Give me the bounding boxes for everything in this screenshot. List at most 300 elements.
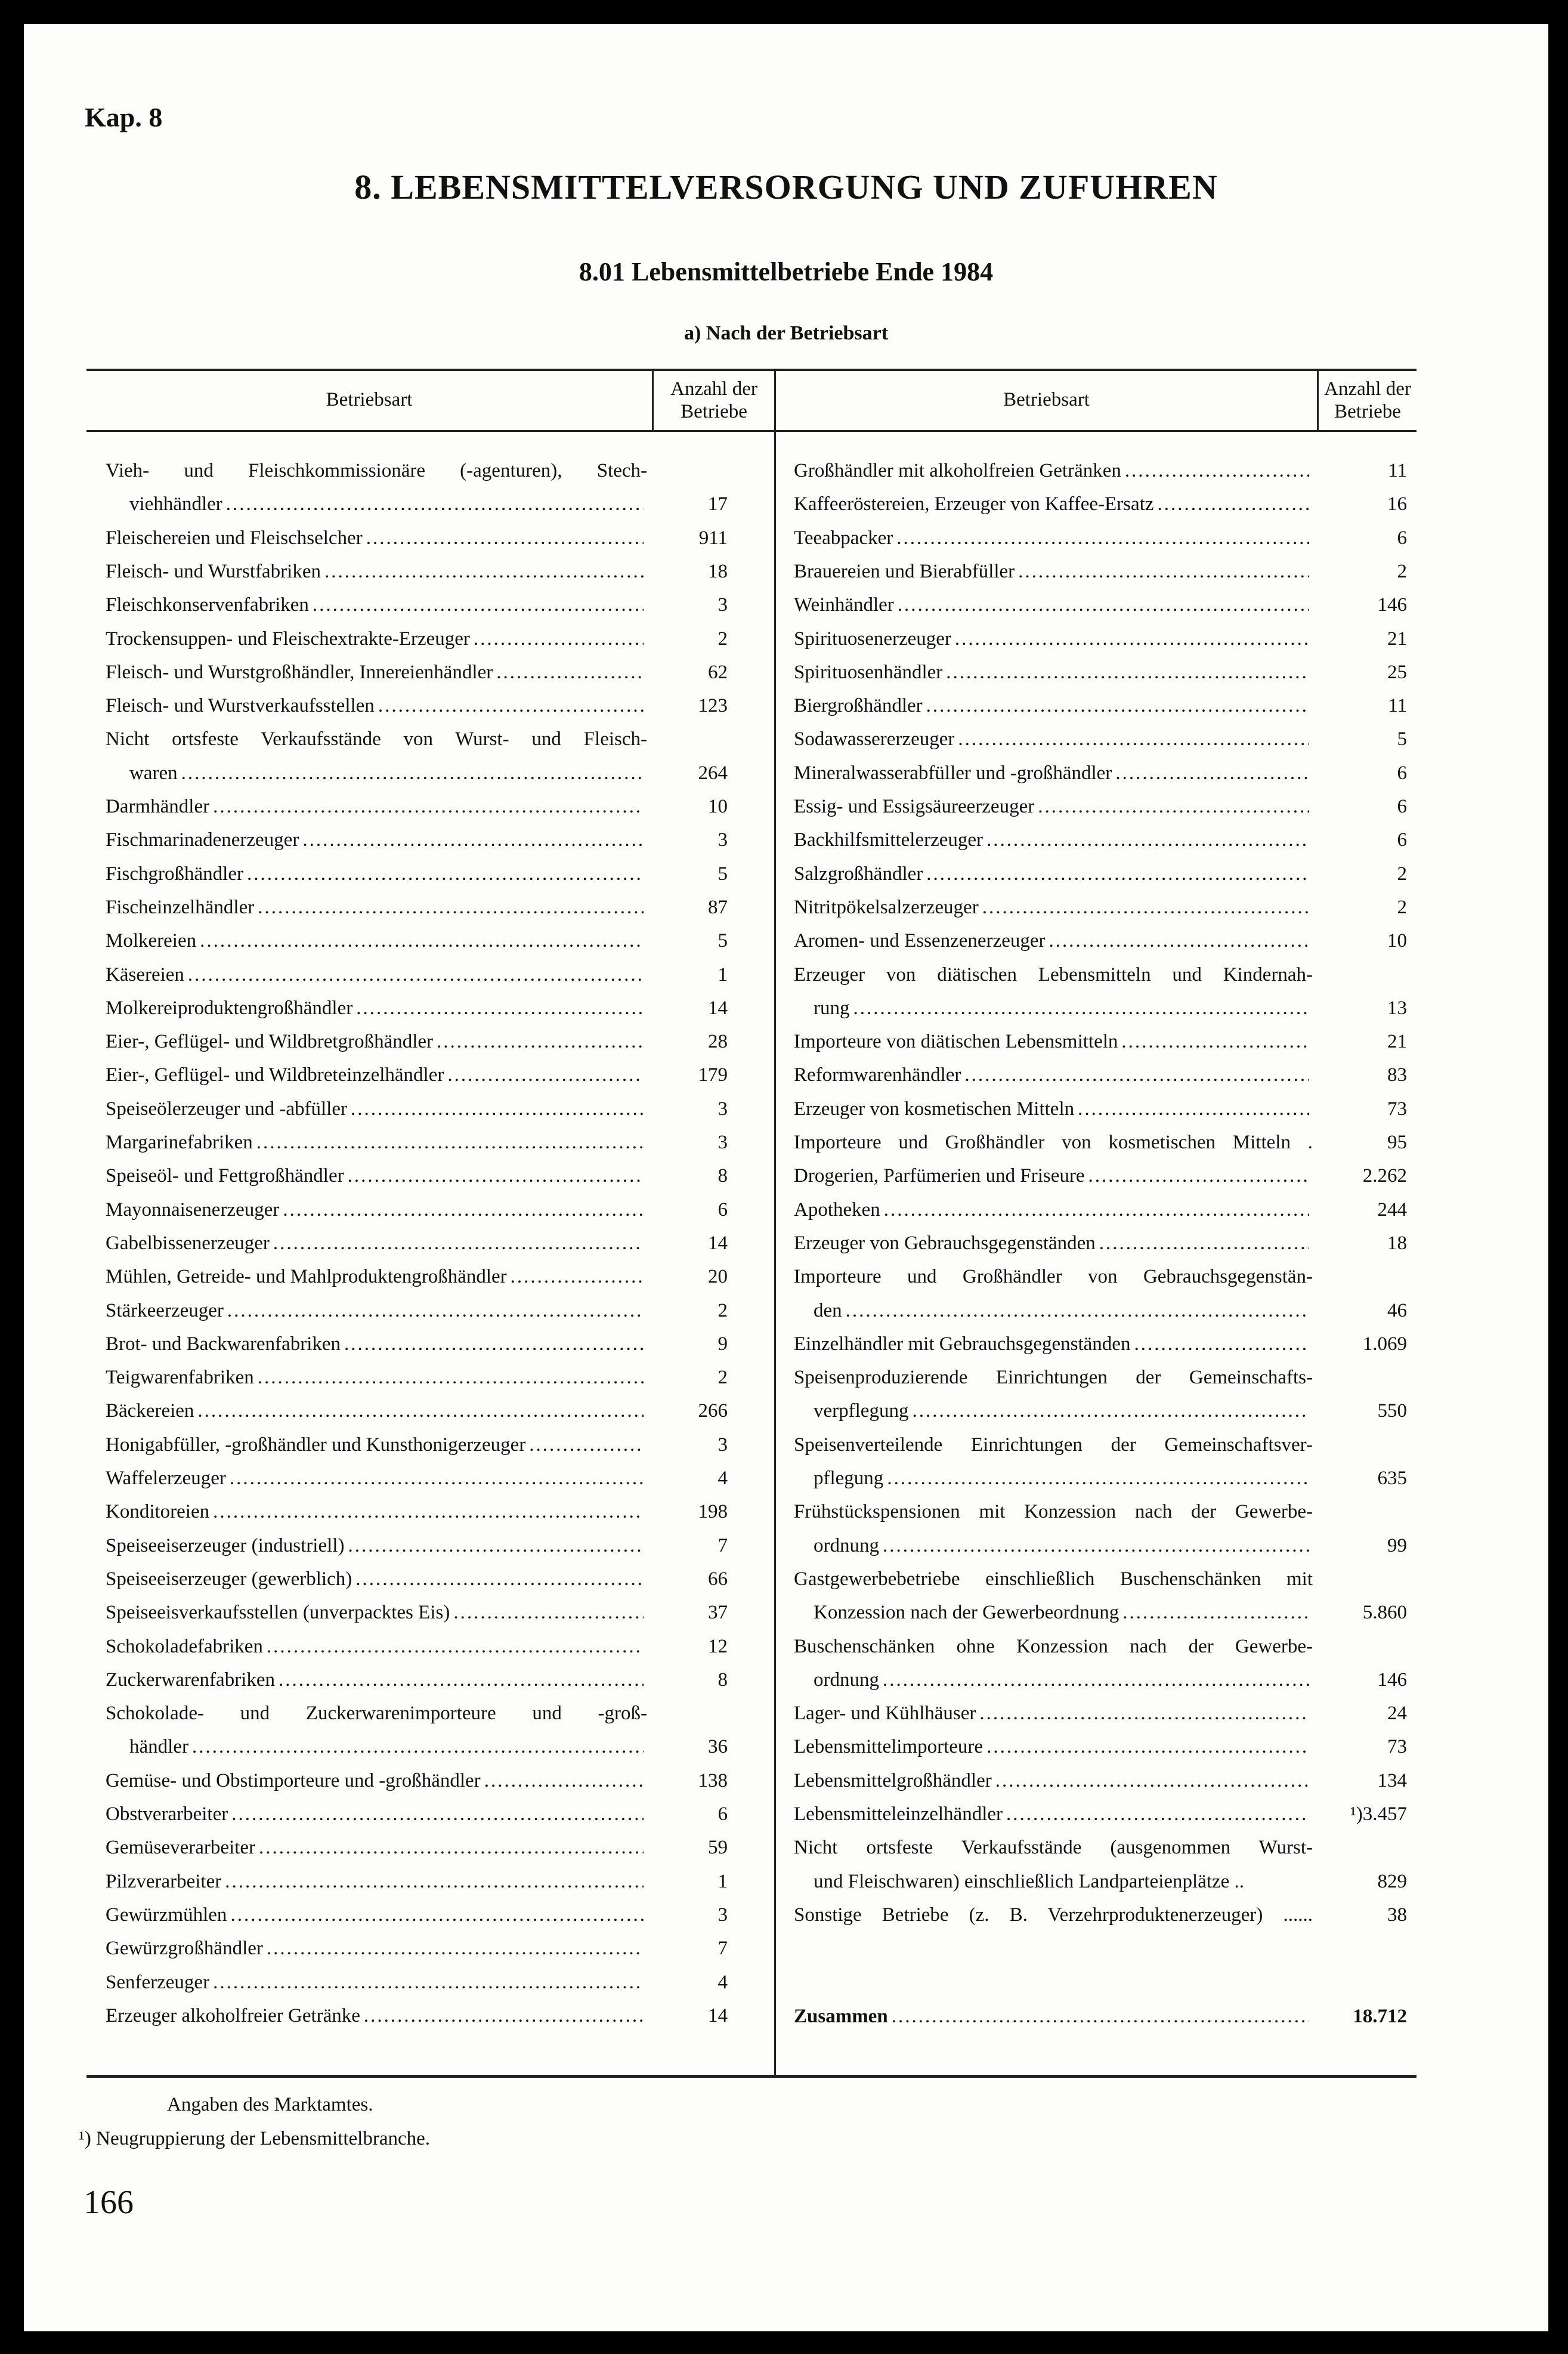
row-value: 13 <box>1387 997 1407 1019</box>
leader-dots <box>200 926 644 955</box>
leader-dots <box>258 893 644 922</box>
row-label: Mühlen, Getreide- und Mahlproduktengroßhändler <box>106 1266 507 1288</box>
leader-dots <box>256 1128 644 1157</box>
table-row <box>106 1027 647 1056</box>
row-label: Vieh- und Fleischkommissionäre (-agenturen), Stech- <box>106 460 647 481</box>
table-row <box>106 1363 647 1392</box>
row-value: 87 <box>708 896 728 918</box>
row-label: Fleischereien und Fleischselcher <box>106 527 363 549</box>
row-value: 14 <box>708 1232 728 1254</box>
leader-dots <box>1115 759 1309 787</box>
table-row <box>794 1431 1313 1459</box>
table-row <box>106 1968 647 1997</box>
leader-dots <box>231 1800 644 1828</box>
row-label-continuation: rung <box>814 997 850 1019</box>
leader-dots <box>892 2002 1309 2031</box>
row-label: Senferzeuger <box>106 1971 210 1993</box>
table-row <box>106 1666 647 1694</box>
row-value: 66 <box>708 1568 728 1590</box>
row-label: Fleisch- und Wurstgroßhändler, Innereienhändler <box>106 661 493 683</box>
table-row <box>794 1161 1313 1190</box>
leader-dots <box>279 1666 644 1694</box>
header-anzahl-line2: Betriebe <box>1334 401 1401 422</box>
row-value: 46 <box>1387 1299 1407 1321</box>
table-row-continuation <box>129 490 647 518</box>
leader-dots <box>986 1732 1309 1761</box>
row-label: Lebensmittelgroßhändler <box>794 1769 992 1791</box>
table-row <box>106 658 647 687</box>
header-anzahl-line2: Betriebe <box>681 401 747 422</box>
row-label: Nitritpökelsalzerzeuger <box>794 896 979 918</box>
row-value: 18 <box>1387 1232 1407 1254</box>
leader-dots <box>1134 1330 1309 1358</box>
row-label: Sonstige Betriebe (z. B. Verzehrproduktenerzeuger) ...... <box>794 1904 1313 1926</box>
table-row-continuation <box>814 1397 1313 1425</box>
row-label: Stärkeerzeuger <box>106 1299 224 1321</box>
table-row <box>794 1632 1313 1661</box>
row-value: 24 <box>1387 1703 1407 1725</box>
row-value: 7 <box>717 1534 728 1556</box>
row-label: Lebensmitteleinzelhändler <box>794 1803 1003 1825</box>
row-value: 6 <box>1397 527 1407 549</box>
row-label: Erzeuger von diätischen Lebensmitteln und Kindernah- <box>794 963 1313 986</box>
row-label: Margarinefabriken <box>106 1132 253 1153</box>
leader-dots <box>887 1464 1309 1493</box>
row-value: 83 <box>1387 1064 1407 1086</box>
table-row <box>794 960 1313 989</box>
row-value: 264 <box>698 762 728 784</box>
leader-dots <box>225 1867 644 1896</box>
table-row <box>106 2001 647 2030</box>
table-row <box>106 792 647 821</box>
leader-dots <box>348 1531 644 1560</box>
table-row <box>106 691 647 720</box>
row-value: 2.262 <box>1362 1165 1407 1187</box>
table-row-continuation <box>814 1464 1313 1493</box>
table-row <box>794 1800 1313 1828</box>
row-value: 5 <box>717 863 728 885</box>
row-value: 17 <box>708 493 728 515</box>
row-value: 38 <box>1387 1904 1407 1926</box>
table-row <box>106 1061 647 1089</box>
table-row <box>794 792 1313 821</box>
row-value: 12 <box>708 1635 728 1657</box>
row-value: 73 <box>1387 1098 1407 1120</box>
leader-dots <box>247 860 644 888</box>
row-value: 99 <box>1387 1534 1407 1556</box>
row-value: 1.069 <box>1362 1333 1407 1355</box>
leader-dots <box>1122 1598 1309 1627</box>
leader-dots <box>982 893 1309 922</box>
leader-dots <box>348 1161 644 1190</box>
table-row <box>106 1800 647 1828</box>
row-value: 3 <box>717 829 728 851</box>
table-row-continuation <box>129 759 647 787</box>
leader-dots <box>355 1565 644 1593</box>
row-label: Erzeuger von kosmetischen Mitteln <box>794 1098 1075 1120</box>
row-label: Speiseeiserzeuger (gewerblich) <box>106 1568 352 1590</box>
row-label: Molkereien <box>106 930 197 952</box>
row-label: Nicht ortsfeste Verkaufsstände von Wurst- und Fleisch- <box>106 728 647 750</box>
row-label: Biergroßhändler <box>794 695 923 717</box>
row-value: 3 <box>717 1904 728 1926</box>
row-label: Brauereien und Bierabfüller <box>794 560 1015 582</box>
row-value: 3 <box>717 1434 728 1456</box>
table-row <box>106 893 647 922</box>
row-label: Gabelbissenerzeuger <box>106 1232 270 1254</box>
leader-dots <box>302 826 644 854</box>
table-row <box>794 725 1313 753</box>
row-label: Fischmarinadenerzeuger <box>106 829 299 851</box>
row-label: Fleischkonservenfabriken <box>106 594 309 616</box>
row-label-continuation: und Fleischwaren) einschließlich Landparteienplätze .. <box>814 1870 1245 1892</box>
leader-dots <box>986 826 1309 854</box>
row-value: 6 <box>717 1803 728 1825</box>
table-row <box>794 658 1313 687</box>
row-label: Speiseölerzeuger und -abfüller <box>106 1098 347 1120</box>
leader-dots <box>188 960 644 989</box>
table-row <box>106 1330 647 1358</box>
row-value: 25 <box>1387 661 1407 683</box>
row-label: Aromen- und Essenzenerzeuger <box>794 930 1046 952</box>
row-label: Importeure und Großhändler von kosmetischen Mitteln . <box>794 1132 1313 1153</box>
leader-dots <box>1078 1095 1309 1123</box>
leader-dots <box>273 1229 644 1258</box>
table-row-continuation <box>814 994 1313 1022</box>
table-row <box>106 1699 647 1728</box>
leader-dots <box>258 1363 644 1392</box>
row-label: Käsereien <box>106 963 184 986</box>
row-value: ¹)3.457 <box>1350 1803 1407 1825</box>
row-value: 37 <box>708 1602 728 1624</box>
row-label: Konditoreien <box>106 1501 210 1523</box>
row-value: 11 <box>1388 460 1407 481</box>
leader-dots <box>192 1732 644 1761</box>
row-label-continuation: pflegung <box>814 1468 884 1489</box>
row-value: 7 <box>717 1938 728 1960</box>
row-label: Molkereiproduktengroßhändler <box>106 997 353 1019</box>
leader-dots <box>437 1027 644 1056</box>
leader-dots <box>853 994 1310 1022</box>
row-value: 14 <box>708 2004 728 2026</box>
leader-dots <box>995 1766 1309 1795</box>
table-row <box>106 960 647 989</box>
leader-dots <box>1049 926 1309 955</box>
row-label: Salzgroßhändler <box>794 863 923 885</box>
row-value: 2 <box>1397 896 1407 918</box>
leader-dots <box>213 1497 644 1526</box>
row-value: 635 <box>1377 1468 1407 1489</box>
row-value: 21 <box>1387 628 1407 650</box>
table-row <box>106 1565 647 1593</box>
row-label: Brot- und Backwarenfabriken <box>106 1333 341 1355</box>
row-value: 266 <box>698 1400 728 1422</box>
table-row <box>794 759 1313 787</box>
row-value: 134 <box>1377 1769 1407 1791</box>
row-label: Schokoladefabriken <box>106 1635 263 1657</box>
table-row <box>106 591 647 619</box>
leader-dots <box>1157 490 1309 518</box>
leader-dots <box>1038 792 1309 821</box>
row-value: 2 <box>1397 560 1407 582</box>
leader-dots <box>883 1666 1309 1694</box>
row-label: Importeure und Großhändler von Gebrauchsgegenstän- <box>794 1266 1313 1288</box>
row-label: Honigabfüller, -großhändler und Kunsthonigerzeuger <box>106 1434 526 1456</box>
row-value: 123 <box>698 695 728 717</box>
row-value: 138 <box>698 1769 728 1791</box>
row-label: Speiseeisverkaufsstellen (unverpacktes Eis) <box>106 1602 450 1624</box>
table-row <box>106 860 647 888</box>
table-row <box>794 591 1313 619</box>
row-label: Sodawassererzeuger <box>794 728 955 750</box>
row-value: 10 <box>1387 930 1407 952</box>
table-row <box>106 994 647 1022</box>
row-label: Teigwarenfabriken <box>106 1367 254 1389</box>
row-label: Fischgroßhändler <box>106 863 243 885</box>
row-label: Erzeuger alkoholfreier Getränke <box>106 2004 360 2026</box>
leader-dots <box>227 1296 644 1325</box>
row-label: Bäckereien <box>106 1400 194 1422</box>
row-label-continuation: waren <box>129 762 178 784</box>
row-value: 6 <box>1397 762 1407 784</box>
row-value: 6 <box>1397 796 1407 817</box>
total-value: 18.712 <box>1353 2006 1407 2027</box>
table-row <box>106 725 647 753</box>
table-row <box>106 1464 647 1493</box>
chapter-label: Kap. 8 <box>85 102 163 132</box>
leader-dots <box>946 658 1309 687</box>
row-label: Mineralwasserabfüller und -großhändler <box>794 762 1112 784</box>
leader-dots <box>846 1296 1309 1325</box>
table-row <box>106 456 647 485</box>
table-row <box>794 1363 1313 1392</box>
row-label: Gemüseverarbeiter <box>106 1837 256 1859</box>
row-value: 2 <box>717 1367 728 1389</box>
row-label: Spirituosenhändler <box>794 661 943 683</box>
row-label: Kaffeeröstereien, Erzeuger von Kaffee-Ersatz <box>794 493 1154 515</box>
leader-dots <box>884 1195 1309 1224</box>
row-value: 2 <box>717 1299 728 1321</box>
leader-dots <box>267 1632 644 1661</box>
table-row <box>794 524 1313 552</box>
row-value: 18 <box>708 560 728 582</box>
leader-dots <box>366 524 644 552</box>
leader-dots <box>230 1901 644 1929</box>
leader-dots <box>351 1095 644 1123</box>
row-value: 21 <box>1387 1031 1407 1053</box>
table-row <box>794 1061 1313 1089</box>
table-row-continuation <box>814 1867 1313 1896</box>
leader-dots <box>1006 1800 1309 1828</box>
row-label: Backhilfsmittelerzeuger <box>794 829 984 851</box>
leader-dots <box>1018 557 1309 586</box>
header-anzahl-line1: Anzahl der <box>1324 378 1411 400</box>
row-value: 244 <box>1377 1198 1407 1221</box>
table-row <box>794 860 1313 888</box>
table-row <box>794 1699 1313 1728</box>
leader-dots <box>197 1397 644 1425</box>
table-row <box>106 1195 647 1224</box>
leader-dots <box>267 1934 644 1963</box>
table-row <box>794 893 1313 922</box>
row-value: 1 <box>717 963 728 986</box>
data-table <box>86 345 1417 2078</box>
row-value: 59 <box>708 1837 728 1859</box>
table-row <box>106 1901 647 1929</box>
table-row <box>106 1128 647 1157</box>
table-row <box>106 1497 647 1526</box>
table-row <box>106 1766 647 1795</box>
table-row <box>106 1531 647 1560</box>
leader-dots <box>958 725 1309 753</box>
table-row <box>106 1833 647 1862</box>
leader-dots <box>955 625 1309 653</box>
row-value: 28 <box>708 1031 728 1053</box>
leader-dots <box>213 792 644 821</box>
leader-dots <box>344 1330 644 1358</box>
table-row <box>794 625 1313 653</box>
total-label: Zusammen <box>794 2006 888 2027</box>
table-row <box>794 1732 1313 1761</box>
row-label: Reformwarenhändler <box>794 1064 961 1086</box>
table-row <box>106 1095 647 1123</box>
table-row <box>794 926 1313 955</box>
table-bottom-rule <box>86 2075 1417 2078</box>
leader-dots <box>181 759 644 787</box>
header-anzahl-left <box>654 378 774 423</box>
table-row <box>794 1095 1313 1123</box>
row-label: Großhändler mit alkoholfreien Getränken <box>794 460 1121 481</box>
footnote-source: Angaben des Marktamtes. <box>167 2094 373 2115</box>
table-row <box>794 1497 1313 1526</box>
row-value: 8 <box>717 1165 728 1187</box>
row-value: 550 <box>1377 1400 1407 1422</box>
leader-dots <box>964 1061 1309 1089</box>
row-label: Fleisch- und Wurstfabriken <box>106 560 321 582</box>
table-row <box>794 1330 1313 1358</box>
table-row <box>106 557 647 586</box>
leader-dots <box>484 1766 644 1795</box>
table-row <box>794 1128 1313 1157</box>
row-label: Fleisch- und Wurstverkaufsstellen <box>106 695 375 717</box>
row-label: Nicht ortsfeste Verkaufsstände (ausgenommen Wurst- <box>794 1837 1313 1859</box>
row-label-continuation: händler <box>129 1736 188 1758</box>
row-label: Gewürzgroßhändler <box>106 1938 263 1960</box>
row-value: 1 <box>717 1870 728 1892</box>
leader-dots <box>1088 1161 1309 1190</box>
leader-dots <box>898 591 1309 619</box>
leader-dots <box>883 1531 1309 1560</box>
leader-dots <box>226 490 644 518</box>
row-value: 146 <box>1377 594 1407 616</box>
row-value: 3 <box>717 594 728 616</box>
leader-dots <box>1121 1027 1309 1056</box>
row-label: Teeabpacker <box>794 527 893 549</box>
leader-dots <box>356 994 644 1022</box>
row-label: Mayonnaisenerzeuger <box>106 1198 280 1221</box>
row-value: 911 <box>698 527 728 549</box>
table-row <box>106 1598 647 1627</box>
row-value: 10 <box>708 796 728 817</box>
table-row <box>106 1431 647 1459</box>
leader-dots <box>378 691 644 720</box>
row-value: 146 <box>1377 1669 1407 1691</box>
page-number: 166 <box>83 2184 134 2221</box>
leader-dots <box>447 1061 644 1089</box>
row-label: Darmhändler <box>106 796 210 817</box>
table-row <box>106 1296 647 1325</box>
row-value: 5.860 <box>1362 1602 1407 1624</box>
leader-dots <box>313 591 644 619</box>
row-value: 2 <box>717 628 728 650</box>
row-value: 16 <box>1387 493 1407 515</box>
leader-dots <box>926 691 1309 720</box>
table-top-rule <box>86 369 1417 371</box>
row-value: 198 <box>698 1501 728 1523</box>
row-label: Frühstückspensionen mit Konzession nach der Gewerbe- <box>794 1501 1313 1523</box>
row-label: Lebensmittelimporteure <box>794 1736 984 1758</box>
table-row <box>106 1867 647 1896</box>
leader-dots <box>912 1397 1309 1425</box>
row-label: Buschenschänken ohne Konzession nach der Gewerbe- <box>794 1635 1313 1657</box>
row-label-continuation: ordnung <box>814 1669 879 1691</box>
table-row <box>106 1632 647 1661</box>
leader-dots <box>213 1968 644 1997</box>
row-value: 829 <box>1377 1870 1407 1892</box>
leader-dots <box>324 557 644 586</box>
row-value: 6 <box>1397 829 1407 851</box>
leader-dots <box>474 625 644 653</box>
row-label: Speisenproduzierende Einrichtungen der Gemeinschafts- <box>794 1367 1313 1389</box>
row-label-continuation: viehhändler <box>129 493 222 515</box>
table-row-continuation <box>814 1531 1313 1560</box>
table-row <box>794 1195 1313 1224</box>
row-value: 2 <box>1397 863 1407 885</box>
row-label-continuation: verpflegung <box>814 1400 909 1422</box>
row-value: 11 <box>1388 695 1407 717</box>
leader-dots <box>259 1833 644 1862</box>
table-row <box>794 1901 1313 1929</box>
header-anzahl-right <box>1319 378 1417 423</box>
table-row <box>794 1565 1313 1593</box>
row-label: Essig- und Essigsäureerzeuger <box>794 796 1035 817</box>
table-row <box>106 1397 647 1425</box>
row-value: 179 <box>698 1064 728 1086</box>
row-label: Einzelhändler mit Gebrauchsgegenständen <box>794 1333 1131 1355</box>
table-row <box>794 557 1313 586</box>
row-value: 73 <box>1387 1736 1407 1758</box>
row-value: 5 <box>1397 728 1407 750</box>
table-row-continuation <box>129 1732 647 1761</box>
table-row <box>794 1766 1313 1795</box>
row-label-continuation: Konzession nach der Gewerbeordnung <box>814 1602 1119 1624</box>
table-subtitle: a) Nach der Betriebsart <box>684 322 889 344</box>
row-label: Speiseeiserzeuger (industriell) <box>106 1534 345 1556</box>
table-row <box>106 826 647 854</box>
row-value: 4 <box>717 1971 728 1993</box>
row-label: Speiseöl- und Fettgroßhändler <box>106 1165 344 1187</box>
row-label: Schokolade- und Zuckerwarenimporteure und -groß- <box>106 1703 647 1725</box>
leader-dots <box>496 658 644 687</box>
row-label: Pilzverarbeiter <box>106 1870 222 1892</box>
table-row <box>794 691 1313 720</box>
row-label: Gemüse- und Obstimporteure und -großhändler <box>106 1769 481 1791</box>
row-label: Eier-, Geflügel- und Wildbretgroßhändler <box>106 1031 434 1053</box>
row-label-continuation: ordnung <box>814 1534 879 1556</box>
row-value: 36 <box>708 1736 728 1758</box>
leader-dots <box>230 1464 644 1493</box>
table-row <box>794 1229 1313 1258</box>
